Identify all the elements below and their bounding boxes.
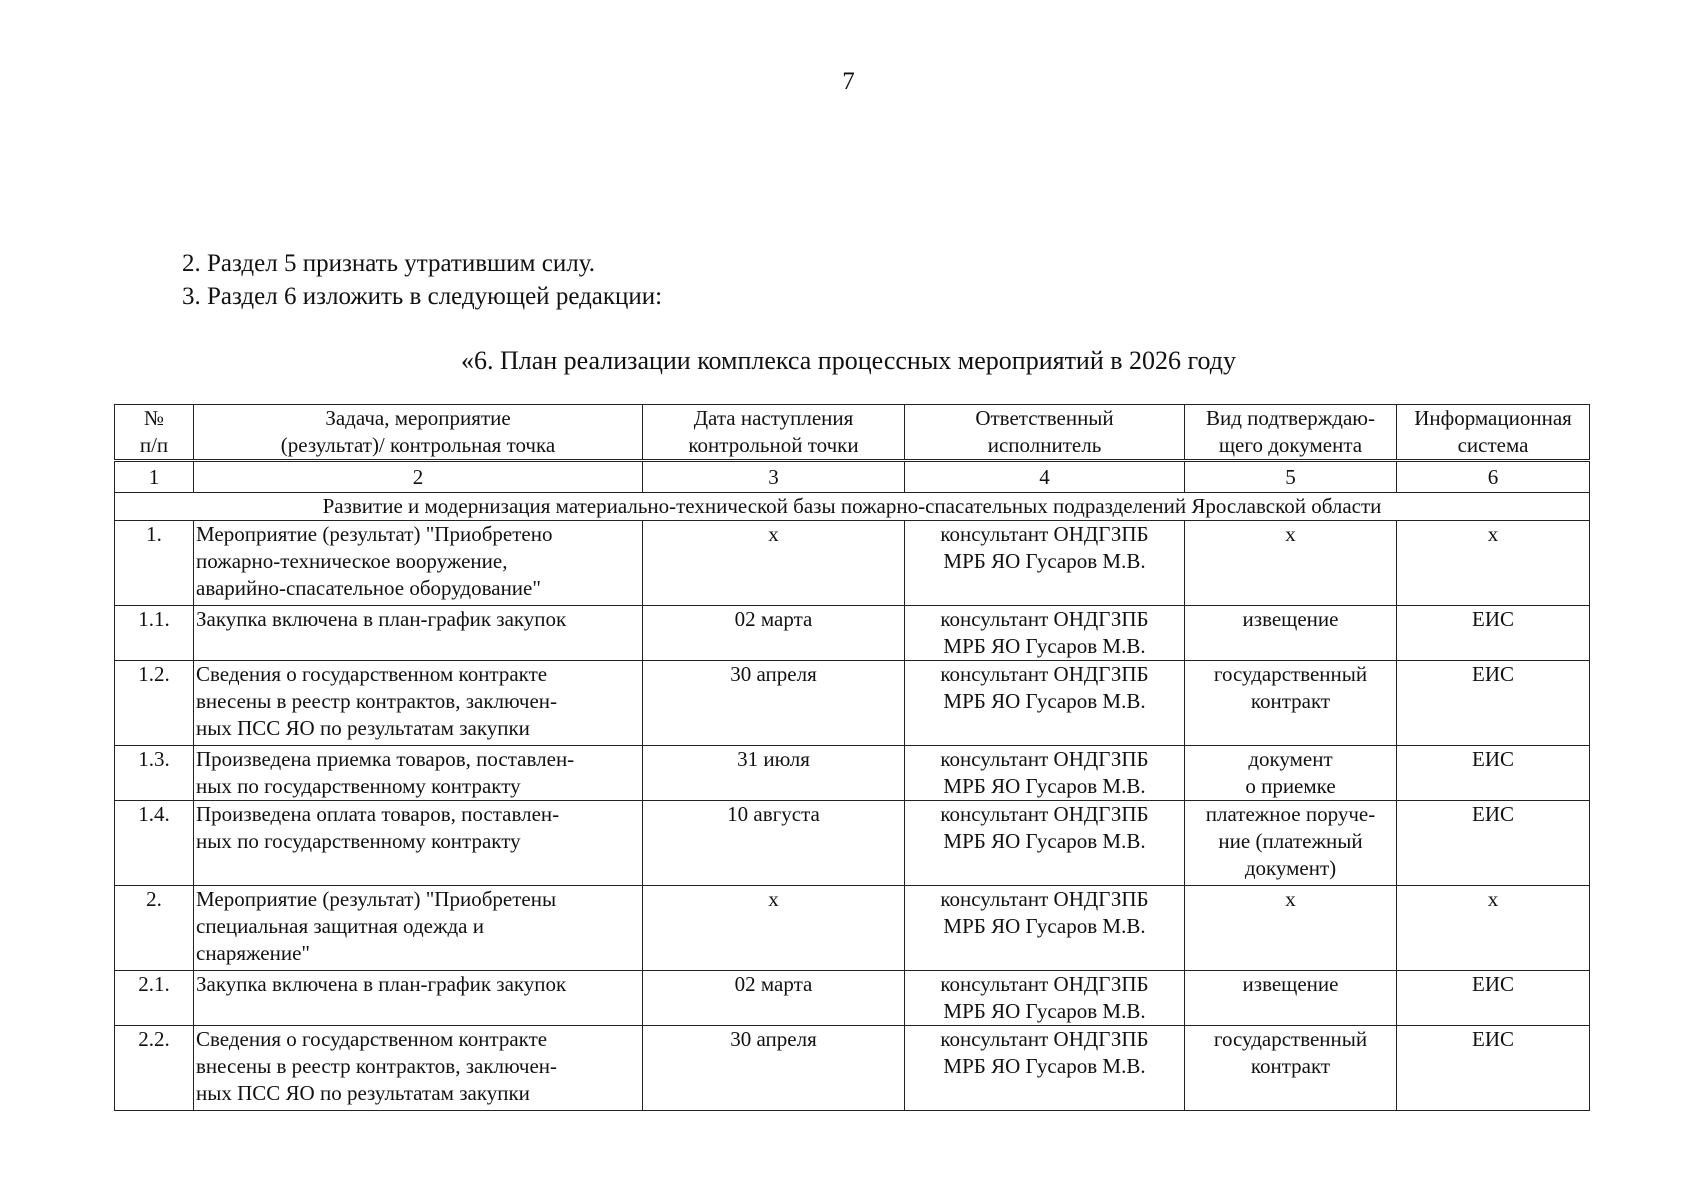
row-number: 2. <box>115 886 194 971</box>
paragraph-section-6: 3. Раздел 6 изложить в следующей редакции: <box>182 283 663 310</box>
section-row <box>115 493 1590 521</box>
column-number: 3 <box>643 461 905 493</box>
table-row <box>115 661 1590 746</box>
row-date: 10 августа <box>643 801 905 886</box>
row-task: Сведения о государственном контракте внесены в реестр контрактов, заключен- ных ПСС ЯО по результатам закупки <box>194 661 643 746</box>
row-number: 1.2. <box>115 661 194 746</box>
row-date: х <box>643 886 905 971</box>
column-number: 4 <box>905 461 1185 493</box>
row-number: 1.4. <box>115 801 194 886</box>
row-date: 31 июля <box>643 746 905 801</box>
header-info-system: Информационная система <box>1397 405 1590 461</box>
column-number: 1 <box>115 461 194 493</box>
plan-table <box>114 404 1590 1111</box>
column-numbers-row <box>115 461 1590 493</box>
header-document-type: Вид подтверждаю- щего документа <box>1185 405 1397 461</box>
row-task: Мероприятие (результат) "Приобретены специальная защитная одежда и снаряжение" <box>194 886 643 971</box>
column-number: 2 <box>194 461 643 493</box>
table-header-row <box>115 405 1590 461</box>
row-date: 30 апреля <box>643 661 905 746</box>
row-document-type: х <box>1185 521 1397 606</box>
row-task: Произведена приемка товаров, поставлен- ных по государственному контракту <box>194 746 643 801</box>
row-number: 1.3. <box>115 746 194 801</box>
table-row <box>115 971 1590 1026</box>
row-executor: консультант ОНДГЗПБ МРБ ЯО Гусаров М.В. <box>905 746 1185 801</box>
column-number: 6 <box>1397 461 1590 493</box>
row-executor: консультант ОНДГЗПБ МРБ ЯО Гусаров М.В. <box>905 801 1185 886</box>
table-row <box>115 606 1590 661</box>
row-document-type: платежное поруче- ние (платежный документ) <box>1185 801 1397 886</box>
row-date: 02 марта <box>643 606 905 661</box>
row-number: 2.1. <box>115 971 194 1026</box>
header-task: Задача, мероприятие (результат)/ контрольная точка <box>194 405 643 461</box>
column-number: 5 <box>1185 461 1397 493</box>
row-task: Мероприятие (результат) "Приобретено пожарно-техническое вооружение, аварийно-спасательное оборудование" <box>194 521 643 606</box>
header-date: Дата наступления контрольной точки <box>643 405 905 461</box>
row-number: 2.2. <box>115 1026 194 1111</box>
row-executor: консультант ОНДГЗПБ МРБ ЯО Гусаров М.В. <box>905 606 1185 661</box>
table-row <box>115 886 1590 971</box>
table-row <box>115 1026 1590 1111</box>
header-executor: Ответственный исполнитель <box>905 405 1185 461</box>
row-number: 1. <box>115 521 194 606</box>
row-info-system: х <box>1397 521 1590 606</box>
row-document-type: извещение <box>1185 971 1397 1026</box>
row-executor: консультант ОНДГЗПБ МРБ ЯО Гусаров М.В. <box>905 971 1185 1026</box>
row-executor: консультант ОНДГЗПБ МРБ ЯО Гусаров М.В. <box>905 1026 1185 1111</box>
row-info-system: ЕИС <box>1397 661 1590 746</box>
row-task: Закупка включена в план-график закупок <box>194 606 643 661</box>
section-title: «6. План реализации комплекса процессных мероприятий в 2026 году <box>460 346 1237 375</box>
row-info-system: х <box>1397 886 1590 971</box>
row-document-type: х <box>1185 886 1397 971</box>
row-task: Сведения о государственном контракте внесены в реестр контрактов, заключен- ных ПСС ЯО по результатам закупки <box>194 1026 643 1111</box>
row-number: 1.1. <box>115 606 194 661</box>
table-row <box>115 801 1590 886</box>
row-executor: консультант ОНДГЗПБ МРБ ЯО Гусаров М.В. <box>905 521 1185 606</box>
header-number: № п/п <box>115 405 194 461</box>
row-date: 30 апреля <box>643 1026 905 1111</box>
page-number: 7 <box>842 68 855 95</box>
row-executor: консультант ОНДГЗПБ МРБ ЯО Гусаров М.В. <box>905 661 1185 746</box>
row-date: 02 марта <box>643 971 905 1026</box>
table-row <box>115 521 1590 606</box>
row-document-type: извещение <box>1185 606 1397 661</box>
row-task: Произведена оплата товаров, поставлен- ных по государственному контракту <box>194 801 643 886</box>
table-row <box>115 746 1590 801</box>
row-task: Закупка включена в план-график закупок <box>194 971 643 1026</box>
section-row-title: Развитие и модернизация материально-технической базы пожарно-спасательных подразделений Ярославской области <box>115 493 1590 521</box>
row-info-system: ЕИС <box>1397 606 1590 661</box>
row-info-system: ЕИС <box>1397 801 1590 886</box>
row-executor: консультант ОНДГЗПБ МРБ ЯО Гусаров М.В. <box>905 886 1185 971</box>
row-info-system: ЕИС <box>1397 971 1590 1026</box>
row-date: х <box>643 521 905 606</box>
row-document-type: государственный контракт <box>1185 661 1397 746</box>
row-info-system: ЕИС <box>1397 1026 1590 1111</box>
paragraph-section-5: 2. Раздел 5 признать утратившим силу. <box>182 250 595 277</box>
row-document-type: документ о приемке <box>1185 746 1397 801</box>
row-info-system: ЕИС <box>1397 746 1590 801</box>
row-document-type: государственный контракт <box>1185 1026 1397 1111</box>
